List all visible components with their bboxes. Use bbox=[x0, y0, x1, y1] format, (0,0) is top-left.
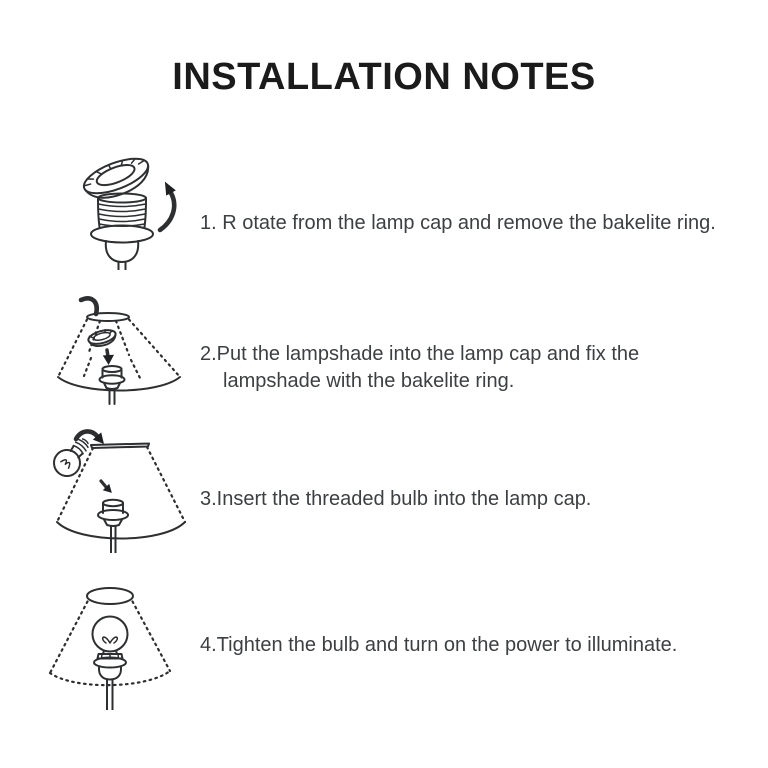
page-title: INSTALLATION NOTES bbox=[172, 56, 596, 98]
step3-line: 3.Insert the threaded bulb into the lamp cap. bbox=[200, 488, 592, 510]
step1-text bbox=[200, 210, 716, 237]
step2-line1: 2.Put the lampshade into the lamp cap and fix the bbox=[200, 343, 640, 365]
light-bulb-icon bbox=[49, 432, 96, 481]
step1-line: 1. R otate from the lamp cap and remove the bakelite ring. bbox=[200, 212, 716, 234]
step4-finished-lamp-illustration bbox=[40, 572, 192, 710]
step2-text bbox=[200, 341, 639, 395]
step2-fix-shade-illustration bbox=[50, 292, 188, 406]
lamp-cap-ring-icon bbox=[58, 148, 192, 270]
step2-line2: lampshade with the bakelite ring. bbox=[223, 370, 515, 392]
step1-rotate-cap-illustration bbox=[58, 148, 192, 270]
step4-text bbox=[200, 632, 677, 659]
down-arrow-icon bbox=[103, 355, 114, 365]
assembled-lamp-icon bbox=[40, 572, 192, 710]
step4-line: 4.Tighten the bulb and turn on the power to illuminate. bbox=[200, 634, 678, 656]
bulb-into-shade-icon bbox=[45, 427, 190, 553]
step3-insert-bulb-illustration bbox=[45, 427, 190, 553]
step3-text bbox=[200, 486, 591, 513]
light-bulb-icon bbox=[93, 617, 128, 652]
lampshade-ring-icon bbox=[50, 292, 188, 406]
